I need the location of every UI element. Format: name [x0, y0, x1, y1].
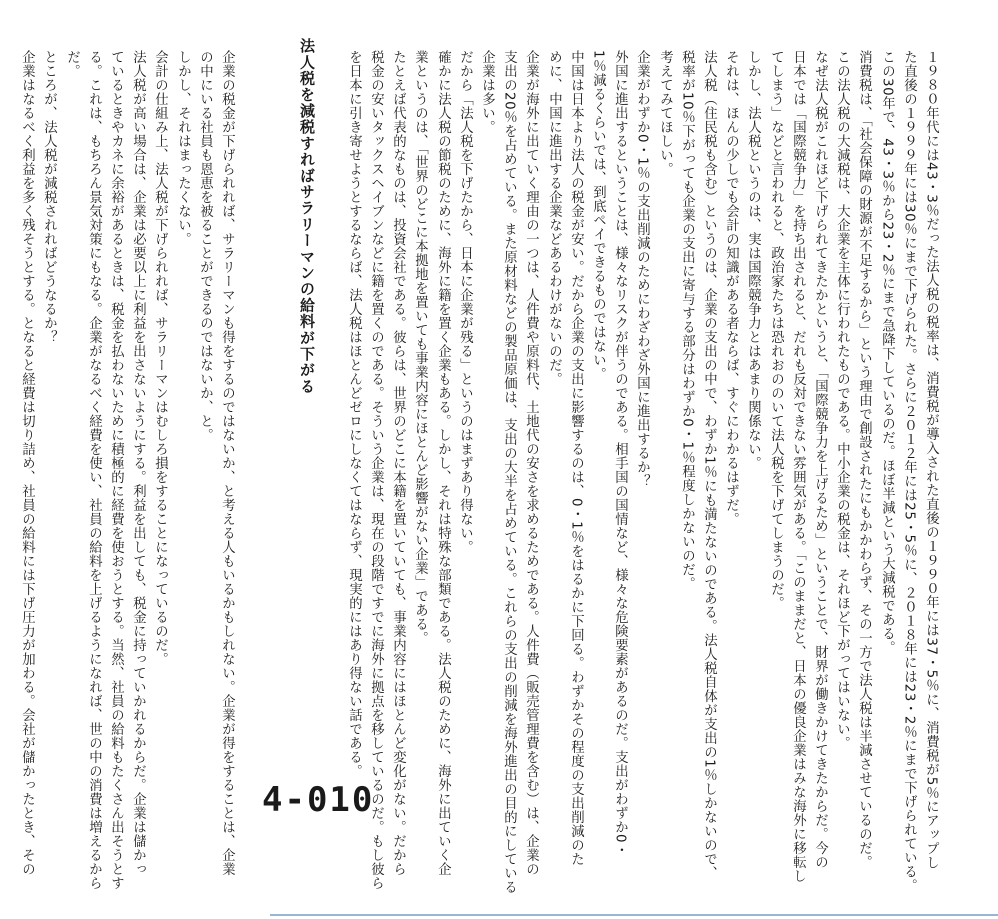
text-column: 日本では「国際競争力」を持ち出されると、だれも反対できない雰囲気がある。「このままだと、日本の優良企業はみな海外に移転し [790, 50, 806, 884]
text-column: 確かに法人税の節税のために、海外に籍を置く企業もある。しかし、それは特殊な部類である。法人税のために、海外に出ていく企 [435, 50, 451, 876]
text-column: ているときやカネに余裕があるときは、税金を払わないために積極的に経費を使おうとする。当然、社員の給料もたくさん出そうとす [108, 50, 124, 890]
text-column: 考えてみてほしい。 [657, 50, 673, 176]
text-column: この法人税の大減税は、大企業を主体に行われたものである。中小企業の税金は、それほど下がってはいない。 [834, 50, 850, 750]
text-column: ところが、法人税が減税されればどうなるか？ [41, 50, 57, 344]
text-column: だから「法人税を下げたから、日本に企業が残る」というのはまずあり得ない。 [457, 50, 473, 554]
text-column: 業というのは、「世界のどこに本拠地を置いても事業内容にほとんど影響がない企業」である。 [412, 50, 428, 646]
text-column: 支出の20％を占めている。また原材料などの製品原価は、支出の大半を占めている。これらの支出の削減を海外進出の目的にしている [501, 50, 517, 895]
text-column: たとえば代表的なものは、投資会社である。彼らは、世界のどこに本籍を置いていても、事業内容にはほとんど変化がない。だから [390, 50, 406, 876]
text-column: 企業は多い。 [479, 50, 495, 134]
text-column: なぜ法人税がこれほど下げられてきたかというと、「国際競争力を上げるため」ということで、財界が働きかけてきたからだ。今の [812, 50, 828, 870]
text-column: 企業が海外に出ていく理由の一つは、人件費や原料代、土地代の安さを求めるためである。人件費（販売管理費を含む）は、企業の [523, 50, 539, 876]
text-column: 企業がわずか0・1％の支出削減のためにわざわざ外国に進出するか？ [634, 50, 650, 489]
text-column: だ。 [64, 50, 80, 78]
text-column: １９８０年代には43・3％だった法人税の税率は、消費税が導入された直後の１９９０年には37・5％に、消費税が5％にアップし [923, 50, 939, 870]
text-column: 1％減るくらいでは、到底ペイできるものではない。 [590, 50, 606, 382]
bottom-divider [270, 914, 998, 916]
text-column: 税金の安いタックスヘイブンなどに籍を置くのである。そういう企業は、現在の段階ですでに海外に拠点を移しているのだ。もし彼ら [368, 50, 384, 890]
text-column: しかし、それはまったくない。 [175, 50, 191, 246]
text-column: 中国は日本より法人の税金が安い。だから企業の支出に影響するのは、0・1％をはるかに下回る。わずかその程度の支出削減のた [568, 50, 584, 867]
article-title: 法人税を減税すればサラリーマンの給料が下がる [298, 38, 316, 395]
text-column: る。これは、もちろん景気対策にもなる。企業がなるべく経費を使い、社員の給料を上げるようになれば、世の中の消費は増えるから [86, 50, 102, 890]
page-number: 4-010 [262, 780, 375, 820]
text-column: 企業の税金が下げられれば、サラリーマンも得をするのではないか、と考える人もいるかもしれない。企業が得をすることは、企業 [219, 50, 235, 876]
text-column: それは、ほんの少しでも会計の知識がある者ならば、すぐにわかるはずだ。 [723, 50, 739, 526]
text-column: を日本に引き寄せようとするならば、法人税はほとんどゼロにしなくてはならず、現実的にはあり得ない話である。 [346, 50, 362, 778]
text-column: 企業はなるべく利益を多く残そうとする。となると経費は切り詰め、社員の給料には下げ圧力が加わる。会社が儲かったとき、その [19, 50, 35, 876]
text-column: 外国に進出するということは、様々なリスクが伴うのである。相手国の国情など、様々な危険要素があるのだ。支出がわずか0・ [612, 50, 628, 858]
text-column: めに、中国に進出する企業などあるわけがないのだ。 [546, 50, 562, 386]
text-column: た直後の１９９９年には30％にまで下げられた。さらに２０１２年には25・5％に、２０１８年には23・2％にまで下げられている。 [901, 50, 917, 893]
text-column: 法人税が高い場合は、企業は必要以上に利益を出さないようにする。利益を出しても、税金に持っていかれるからだ。企業は儲かっ [130, 50, 146, 876]
text-column: 税率が10％下がっても企業の支出に寄与する部分はわずか0・1％程度しかないのだ。 [679, 50, 695, 591]
text-column: しかし、法人税というのは、実は国際競争力とはあまり関係ない。 [745, 50, 761, 470]
text-column: この30年で、43・3％から23・2％にまで急降下しているのだ。ほぼ半減という大減税である。 [879, 50, 895, 655]
text-column: 消費税は、「社会保障の財源が不足するから」という理由で創設されたにもかかわらず、その一方で法人税は半減させているのだ。 [856, 50, 872, 870]
text-column: 会計の仕組み上、法人税が下げられれば、サラリーマンはむしろ損をすることになっているのだ。 [152, 50, 168, 666]
text-column: てしまう」などと言われると、政治家たちは恐れおののいて法人税を下げてしまうのだ。 [768, 50, 784, 610]
text-column: の中にいる社員も恩恵を被ることができるのではないか、と。 [197, 50, 213, 442]
text-column: 法人税（住民税も含む）というのは、企業の支出の中で、わずか1％にも満たないのである。法人税自体が支出の1％しかないので、 [701, 50, 717, 881]
